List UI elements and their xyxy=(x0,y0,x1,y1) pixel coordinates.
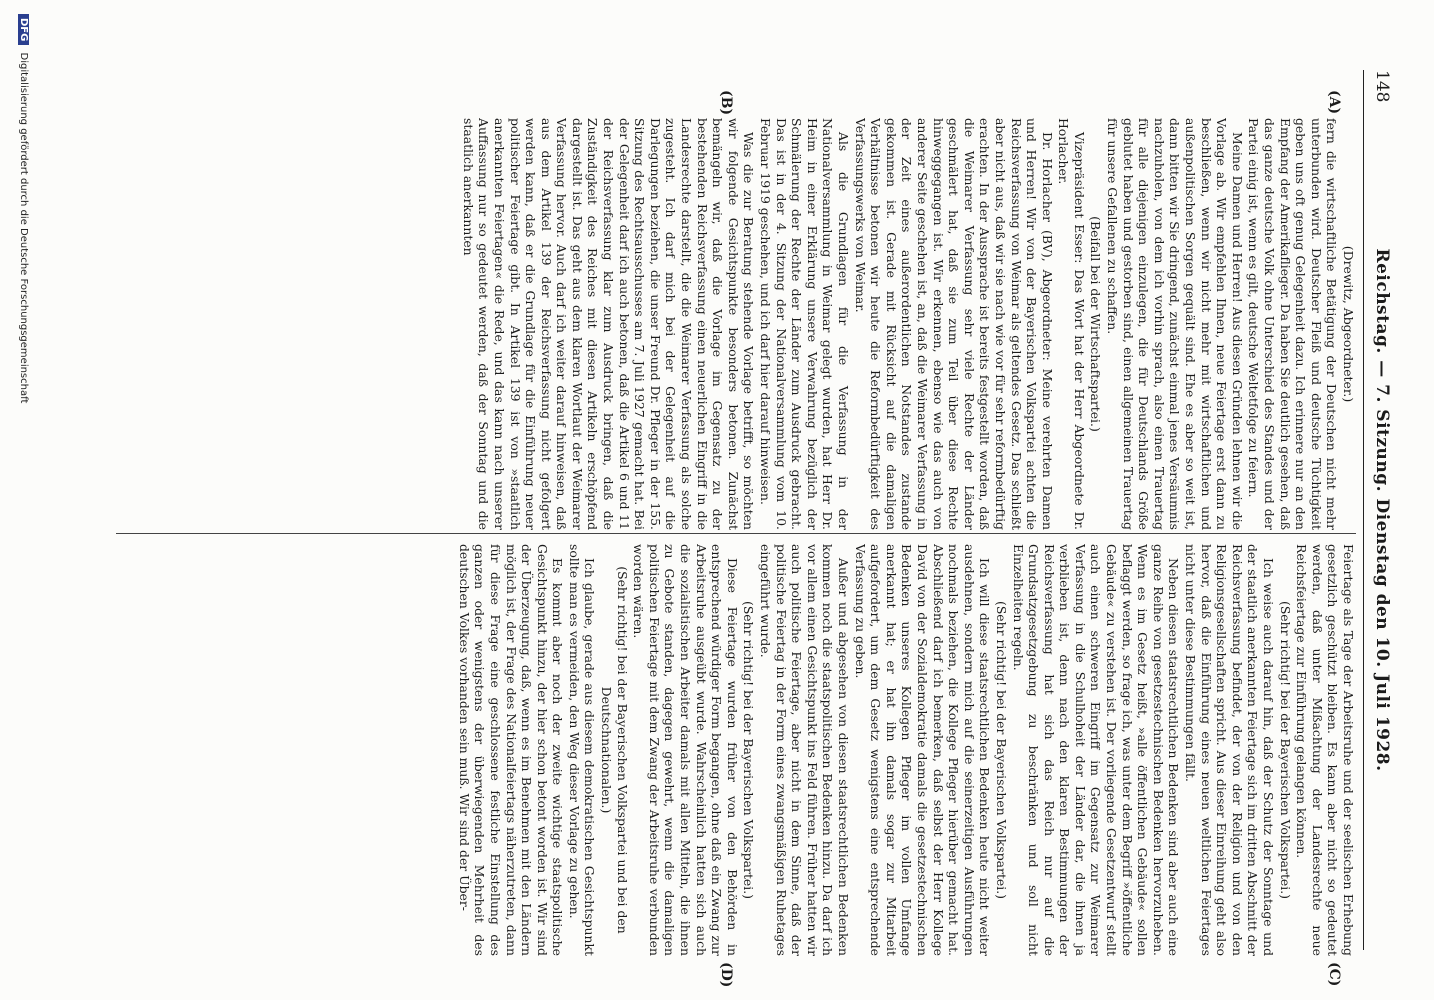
applause-note: (Sehr richtig! bei der Bayerischen Volkspartei.) xyxy=(1277,600,1293,900)
paragraph: Neben diesen staatsrechtlichen Bedenken sind aber auch eine ganze Reihe von gesetzestechnischen Bedenken hervorzuheben. Wenn es im Gesetz heißt, »alle öffentlichen Gebäude« sollen beflaggt werden, so frage ich, was unter dem Begriff »öffentliche Gebäude« zu verstehen ist. Der vorliegende Gesetzentwurf stellt auch einen schweren Eingriff im Gegensatz zur Weimarer Verfassung in die Schulhoheit der Länder dar, die ihnen ja verblieben ist, denn nach den klaren Bestimmungen der Reichsverfassung hat sich das Reich nur auf die Grundsatzgesetzgebung zu beschränken und soll nicht Einzelheiten regeln. xyxy=(1010,544,1182,956)
margin-mark-b: (B) xyxy=(718,90,734,116)
paragraph: Außer und abgesehen von diesen staatsrechtlichen Bedenken kommen noch die staatspolitischen Bedenken hinzu. Da darf ich vor allem einen Gesichtspunkt ins Feld führen. Früher hatten wir auch politische Feiertage, aber nicht in dem Sinne, daß der politische Feiertag in der Form eines zwangsmäßigen Ruhetages eingeführt wurde. xyxy=(758,544,851,956)
paragraph: Diese Feiertage wurden früher von den Behörden in entsprechend würdiger Form begangen, ohne daß ein Zwang zur Arbeitsruhe ausgeübt wurde. Wahrscheinlich hatten sich auch die sozialistischen Arbeiter damals mit allen Mitteln, die ihnen zu Gebote standen, dagegen gewehrt, wenn die damaligen politischen Feiertage mit dem Zwang der Arbeitsruhe verbunden worden wären. xyxy=(631,544,740,956)
footer-text: Digitalisierung gefördert durch die Deutsche Forschungsgemeinschaft xyxy=(18,52,29,404)
paragraph: Meine Damen und Herren! Aus diesen Gründen lehnen wir die Vorlage ab. Wir empfehlen Ihnen, neue Feiertage erst dann zu beschließen, wenn wir nicht mehr mit wirtschaftlichen und außenpolitischen Sorgen gequält sind. Ehe es aber so weit ist, dann bitten wir Sie dringend, zunächst einmal jenes Versäumnis nachzuholen, von dem ich vorhin sprach, also einen Trauertag für alle diejenigen einzulegen, die für Deutschlands Größe geblutet haben und gestorben sind, einen allgemeinen Trauertag für unsere Gefallenen zu schaffen. xyxy=(1105,118,1245,530)
paragraph: Ich weise auch darauf hin, daß der Schutz der Sonntage und der staatlich anerkannten Feiertage sich im dritten Abschnitt der Reichsverfassung befindet, der von der Religion und von den Religionsgesellschaften spricht. Aus dieser Einreihung geht also hervor, daß die Einführung eines neuen weltlichen Feiertages nicht unter diese Bestimmungen fällt. xyxy=(1183,544,1277,956)
digitization-footer xyxy=(18,14,29,994)
paragraph: Als die Grundlagen für die Verfassung in der Nationalversammlung in Weimar gelegt wurden, hat Herr Dr. Heim in einer Erklärung unsere Verwahrung bezüglich der Schmälerung der Rechte der Länder zum Ausdruck gebracht. Das ist in der 4. Sitzung der Nationalversammlung vom 10. Februar 1919 geschehen, und ich darf hier darauf hinweisen. xyxy=(758,118,851,530)
page-header xyxy=(1363,70,1398,950)
paragraph: Es kommt aber noch der zweite wichtige staatspolitische Gesichtspunkt hinzu, der hier schon betont worden ist. Wir sind der Überzeugung, daß, wenn es im Benehmen mit den Ländern möglich ist, der Frage des Nationalfeiertags näherzutreten, dann für diese Frage eine geschlossene festliche Einstellung des ganzen oder wenigstens der überwiegenden Mehrheit des deutschen Volkes vorhanden sein muß. Wir sind der Über- xyxy=(456,544,566,956)
page-number: 148 xyxy=(1372,70,1392,103)
dfg-logo: DFG xyxy=(18,14,29,45)
president-statement: Vizepräsident Esser: Das Wort hat der Herr Abgeordnete Dr. Horlacher. xyxy=(1056,118,1087,530)
paragraph: Was die zur Beratung stehende Vorlage betrifft, so möchten wir folgende Gesichtspunkte besonders betonen. Zunächst bemängeln wir, daß die Vorlage im Gegensatz zu der bestehenden Reichsverfassung einen neuerlichen Eingriff in die Landesrechte darstellt, die die Weimarer Verfassung als solche zugesteht. Ich darf mich bei der Gelegenheit auf die Darlegungen beziehen, die unser Freund Dr. Pfleger in der 155. Sitzung des Rechtsausschusses am 7. Juli 1927 gemacht hat. Bei der Gelegenheit darf ich auch betonen, daß die Artikel 6 und 11 der Reichsverfassung klar zum Ausdruck bringen, daß die Zuständigkeit des Reiches mit diesen Artikeln erschöpfend dargestellt ist. Das geht aus dem klaren Wortlaut der Weimarer Verfassung hervor. Auch darf ich weiter darauf hinweisen, daß aus dem Artikel 139 der Reichsverfassung nicht gefolgert werden kann, daß er die Grundlage für die Einführung neuer politischer Feiertage gibt. In Artikel 139 ist von »staatlich anerkannten Feiertagen« die Rede, und das kann nach unserer Auffassung nur so gedeutet werden, daß der Sonntag und die staatlich anerkannten xyxy=(460,118,757,530)
paragraph: Feiertage als Tage der Arbeitsruhe und der seelischen Erhebung gesetzlich geschützt bleiben. Es kann aber nicht so gedeutet werden, daß unter Mißachtung der Landesrechte neue Reichsfeiertage zur Einführung gelangen können. xyxy=(1294,544,1356,956)
margin-mark-a: (A) xyxy=(1326,90,1342,115)
applause-note: (Sehr richtig! bei der Bayerischen Volkspartei.) xyxy=(741,600,757,900)
right-text-column xyxy=(106,544,1356,956)
column-divider xyxy=(116,533,1356,534)
applause-note: (Beifall bei der Wirtschaftspartei.) xyxy=(1088,216,1104,432)
speaker-intro: (Drewitz, Abgeordneter.) xyxy=(1341,245,1356,403)
paragraph: Ich will diese staatsrechtlichen Bedenken heute nicht weiter ausdehnen, sondern mich auf die seinerzeitigen Ausführungen nochmals beziehen, die Kollege Pfleger hierüber gemacht hat. Abschließend darf ich bemerken, daß selbst der Herr Kollege David von der Sozialdemokratie damals die gesetzestechnischen Bedenken unseres Kollegen Pfleger im vollen Umfange anerkannt hat; er hat ihn damals sogar zur Mitarbeit aufgefordert, um dem Gesetz wenigstens eine entsprechende Verfassung zu geben. xyxy=(852,544,993,956)
left-text-column xyxy=(106,118,1356,530)
page-running-title: Reichstag. — 7. Sitzung. Dienstag den 10. Juli 1928. xyxy=(1372,248,1392,772)
paragraph: Dr. Horlacher (BV), Abgeordneter: Meine verehrten Damen und Herren! Wir von der Bayerischen Volkspartei achten die Reichsverfassung von Weimar als geltendes Gesetz. Das schließt aber nicht aus, daß wir sie nach wie vor für sehr reformbedürftig erachten. In der Aussprache ist bereits festgestellt worden, daß die Weimarer Verfassung sehr viele Rechte der Länder geschmälert hat, daß sie zum Teil über diese Rechte hinweggegangen ist. Wir erkennen, ebenso wie das auch von anderer Seite geschehen ist, an, daß die Weimarer Verfassung in der Zeit eines außerordentlichen Notstandes zustande gekommen ist. Gerade mit Rücksicht auf die damaligen Verhältnisse betonen wir heute die Reformbedürftigkeit des Verfassungswerks von Weimar. xyxy=(852,118,1055,530)
margin-mark-c: (C) xyxy=(1326,962,1342,987)
applause-note: (Sehr richtig! bei der Bayerischen Volkspartei und bei den Deutschnationalen.) xyxy=(599,566,630,934)
applause-note: (Sehr richtig! bei der Bayerischen Volkspartei.) xyxy=(993,600,1009,900)
margin-mark-d: (D) xyxy=(718,962,734,988)
paragraph: fern die wirtschaftliche Betätigung der Deutschen nicht mehr unterbunden wird. Deutscher Fleiß und deutsche Tüchtigkeit geben uns oft genug Gelegenheit dazu. Ich erinnere nur an den Empfang der Amerikaflieger. Da haben Sie deutlich gesehen, daß das ganze deutsche Volk ohne Unterschied des Standes und der Partei einig ist, wenn es gilt, deutsche Weltetfolge zu feiern. xyxy=(1246,118,1340,530)
paragraph: Ich glaube, gerade aus diesem demokratischen Gesichtspunkt sollte man es vermeiden, den Weg dieser Vorlage zu gehen. xyxy=(566,544,598,956)
